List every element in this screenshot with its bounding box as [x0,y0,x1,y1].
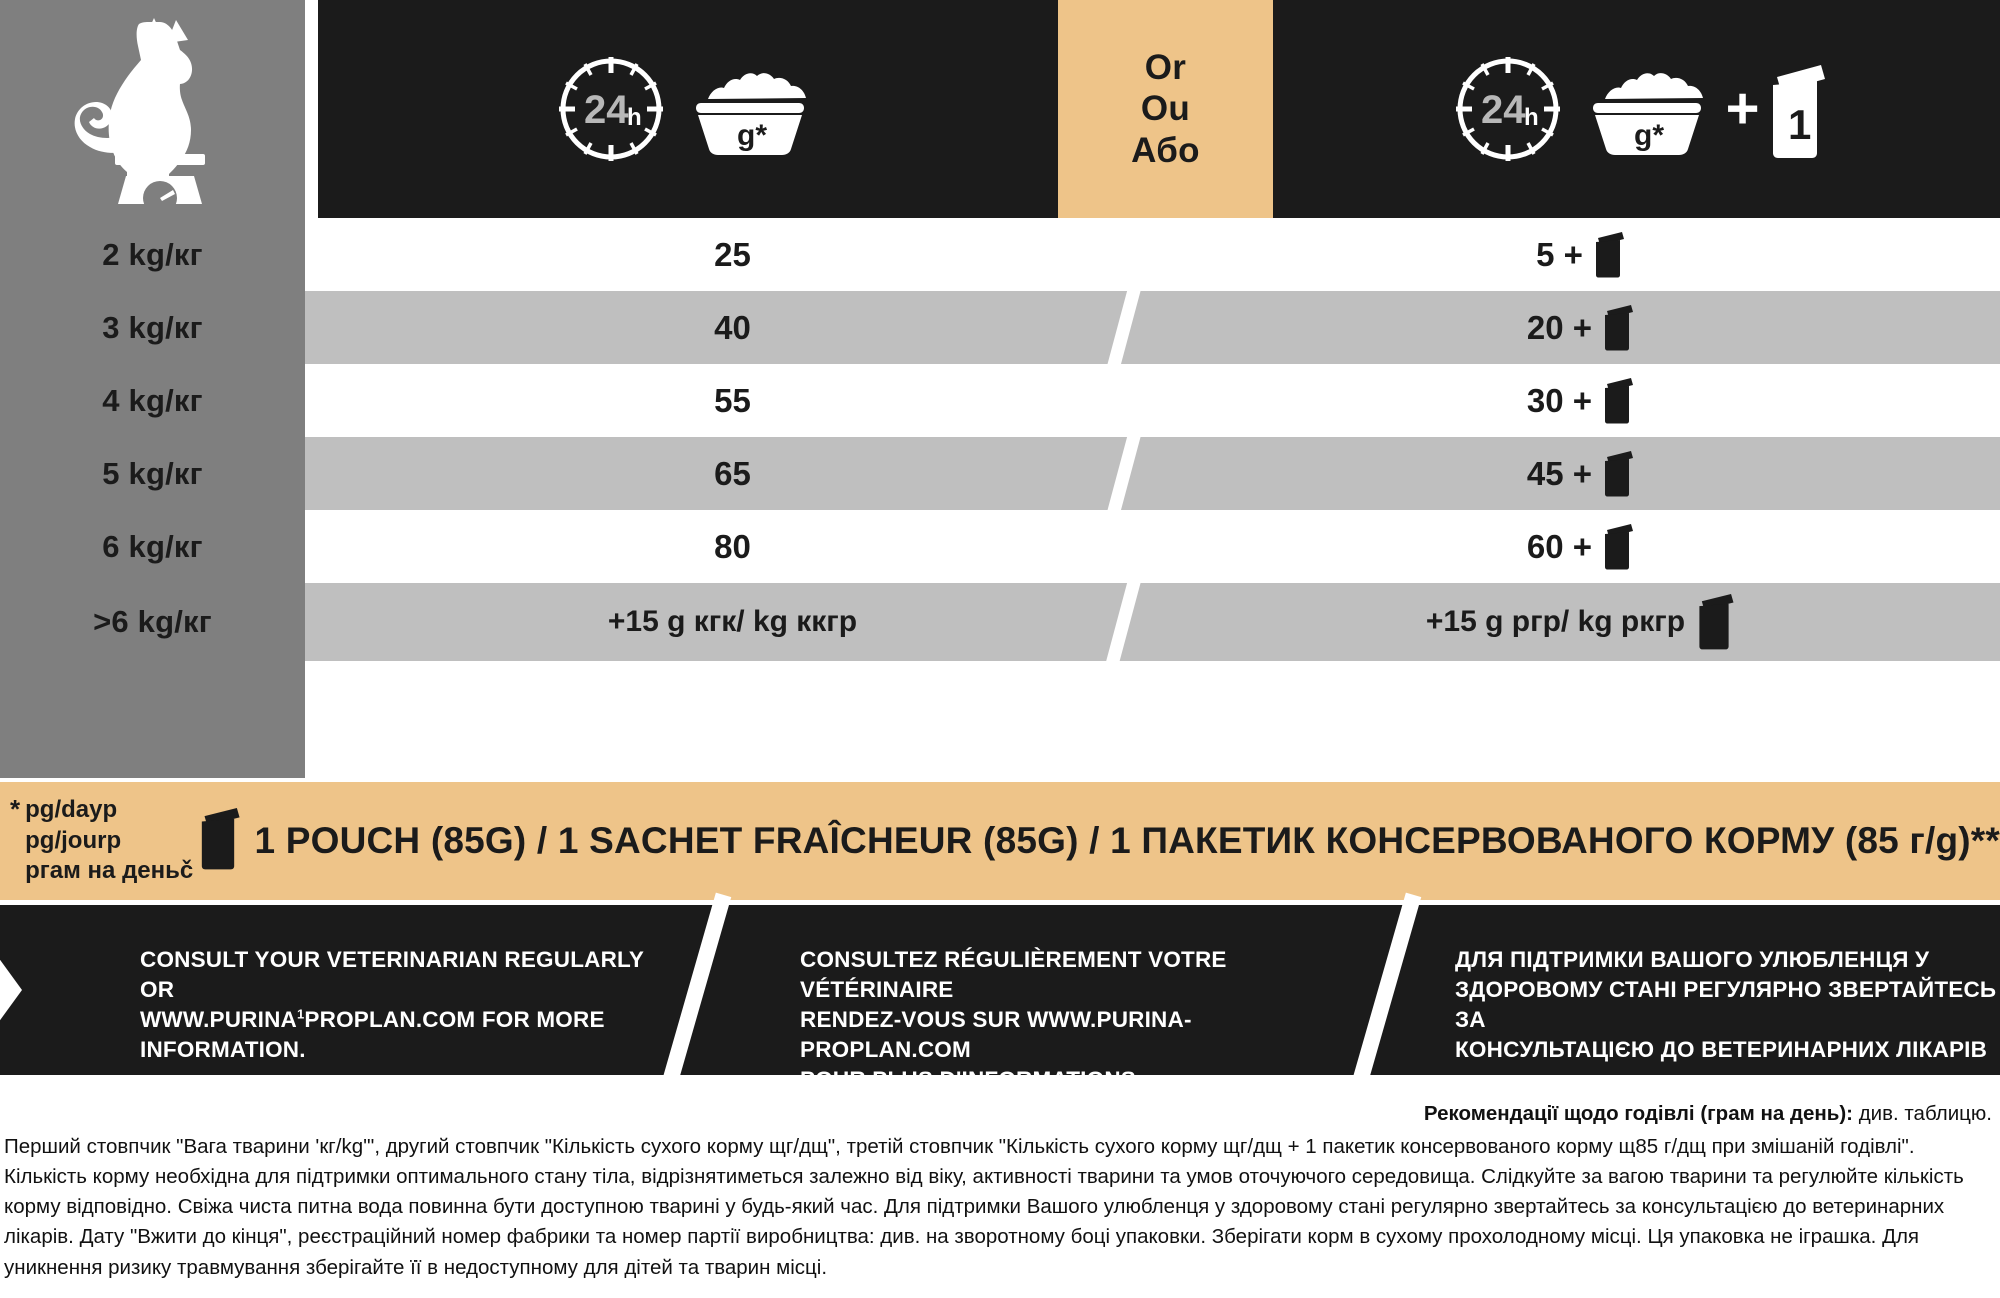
footnote-line-fr: pg/jourp [25,826,122,854]
row-mix-value: 5 + [1536,235,1583,273]
table-row [0,510,2000,583]
banner-text-uk [1455,945,2000,1065]
pouch-icon [196,808,240,875]
row-mix-value: 60 + [1526,527,1593,565]
banner-en-url-pre: WWW.PURINA [140,1006,297,1032]
table-row [0,291,2000,364]
pouch-icon [1601,305,1633,351]
table-row [0,364,2000,437]
plus-icon: + [1725,76,1760,141]
banner-uk-line1: ДЛЯ ПІДТРИМКИ ВАШОГО УЛЮБЛЕНЦЯ У [1455,947,1930,972]
legal-text-block [0,1078,2000,1298]
table-body [0,218,2000,778]
or-label-fr: Ou [1140,89,1191,129]
row-weight-label: 6 kg/кг [0,510,305,583]
or-label-uk: Або [1131,130,1200,170]
bowl-unit-label: g* [737,119,767,152]
banner-en-line1: CONSULT YOUR VETERINARIAN REGULARLY OR [140,947,644,1002]
row-dry-value: +15 g кгк/ kg ккгр [607,605,858,638]
header-cell-dry-food [318,0,1058,218]
pouch-icon [1601,451,1633,497]
banner-en-superscript: 1 [296,1006,305,1022]
clock-unit-label: h [627,104,642,131]
row-mix-cell [1160,510,2000,583]
row-dry-value: 55 [714,381,751,419]
table-header-row [0,0,2000,218]
or-label-en: Or [1144,48,1187,88]
row-weight-label: 5 kg/кг [0,437,305,510]
table-row [0,583,2000,661]
header-cell-or-divider [1058,0,1273,218]
header-cell-mixed-feeding [1273,0,2000,218]
row-weight-label: 2 kg/кг [0,218,305,291]
row-mix-cell [1160,583,2000,661]
row-mix-cell [1160,218,2000,291]
pouch-icon [1601,378,1633,424]
footnote-line-en: pg/dayp [25,795,118,823]
pouch-count-label: 1 [1788,101,1812,148]
row-dry-value: 80 [714,527,751,565]
banner-en-line2 [140,1005,660,1035]
pouch-icon [1694,594,1734,650]
pouch-icon [1763,63,1825,155]
banner-fr-line2: RENDEZ-VOUS SUR WWW.PURINA-PROPLAN.COM [800,1006,1192,1062]
cat-on-scale-icon [68,14,238,204]
row-weight-label: 3 kg/кг [0,291,305,364]
row-mix-value: +15 g ргр/ kg ркгр [1425,605,1686,638]
pouch-definition-text: 1 POUCH (85G) / 1 SACHET FRAÎCHEUR (85G) / 1 ПАКЕТИК КОНСЕРВОВАНОГО КОРМУ (85 г/g)** [254,820,2000,861]
row-dry-value: 25 [714,235,751,273]
clock-hours-label: 24 [1480,88,1526,132]
clock-24h-icon [1448,49,1568,169]
banner-fr-line1: CONSULTEZ RÉGULIÈREMENT VOTRE VÉTÉRINAIRE [800,947,1227,1002]
row-mix-value: 20 + [1526,308,1593,346]
row-mix-value: 45 + [1526,454,1593,492]
banner-text-en [140,945,660,1065]
banner-text-fr [800,945,1360,1095]
table-row [0,437,2000,510]
banner-en-line3: INFORMATION. [140,1036,306,1062]
chevron-right-icon [0,905,46,1075]
bowl-unit-label: g* [1633,119,1664,152]
row-dry-value: 40 [714,308,751,346]
clock-unit-label: h [1523,104,1539,131]
pouch-icon [1601,524,1633,570]
row-mix-value: 30 + [1526,381,1593,419]
row-weight-label: 4 kg/кг [0,364,305,437]
legal-paragraph: Перший стовпчик "Вага тварини 'кг/kg'", другий стовпчик "Кількість сухого корму щг/дщ", третій стовпчик "Кількість сухого корму щг/дщ + 1 пакетик консервованого корму щ85 г/дщ при змішаній годівлі". Кількість корму необхідна для підтримки оптимального стану тіла, відрізнятиметься залежно від віку, активності тварини та умов оточуючого середовища. Слідкуйте за вагою тварини та регулюйте кількість корму відповідно. Свіжа чиста питна вода повинна бути доступною тварині у будь-який час. Для підтримки Вашого улюбленця у здоровому стані регулярно звертайтесь за консультацією до ветеринарних лікарів. Дату "Вжити до кінця", реєстраційний номер фабрики та номер партії виробництва: див. на зворотному боці упаковки. Зберігати корм в сухому прохолодному місці. Ця упаковка не іграшка. Для уникнення ризику травмування зберігайте її в недоступному для дітей та тварин місці. [4,1135,1964,1279]
header-cell-weight [0,0,305,218]
row-mix-cell [1160,364,2000,437]
pouch-icon [1592,232,1624,278]
footnote-line-uk: ргам на деньč [25,857,194,885]
per-day-footnote [0,795,196,887]
veterinarian-banner [0,905,2000,1075]
row-mix-cell [1160,437,2000,510]
row-mix-cell [1160,291,2000,364]
feeding-recommendation-label: Рекомендації щодо годівлі (грам на день): [1423,1102,1853,1125]
clock-hours-label: 24 [584,88,629,132]
feeding-recommendation-line [1424,1102,1992,1127]
row-weight-label: >6 kg/кг [0,583,305,661]
row-dry-value: 65 [714,454,751,492]
table-row [0,218,2000,291]
feeding-recommendation-value: див. таблицю. [1853,1102,1992,1125]
banner-uk-line2: ЗДОРОВОМУ СТАНІ РЕГУЛЯРНО ЗВЕРТАЙТЕСЬ ЗА [1455,976,1997,1032]
food-bowl-icon [675,69,825,152]
banner-uk-line3: КОНСУЛЬТАЦІЄЮ ДО ВЕТЕРИНАРНИХ ЛІКАРІВ [1455,1036,1988,1062]
banner-en-url-post: PROPLAN.COM FOR MORE [304,1006,605,1032]
food-bowl-icon [1572,69,1722,152]
asterisk-marker: * [10,793,21,824]
pouch-footnote-band [0,782,2000,900]
clock-24h-icon [551,49,671,169]
